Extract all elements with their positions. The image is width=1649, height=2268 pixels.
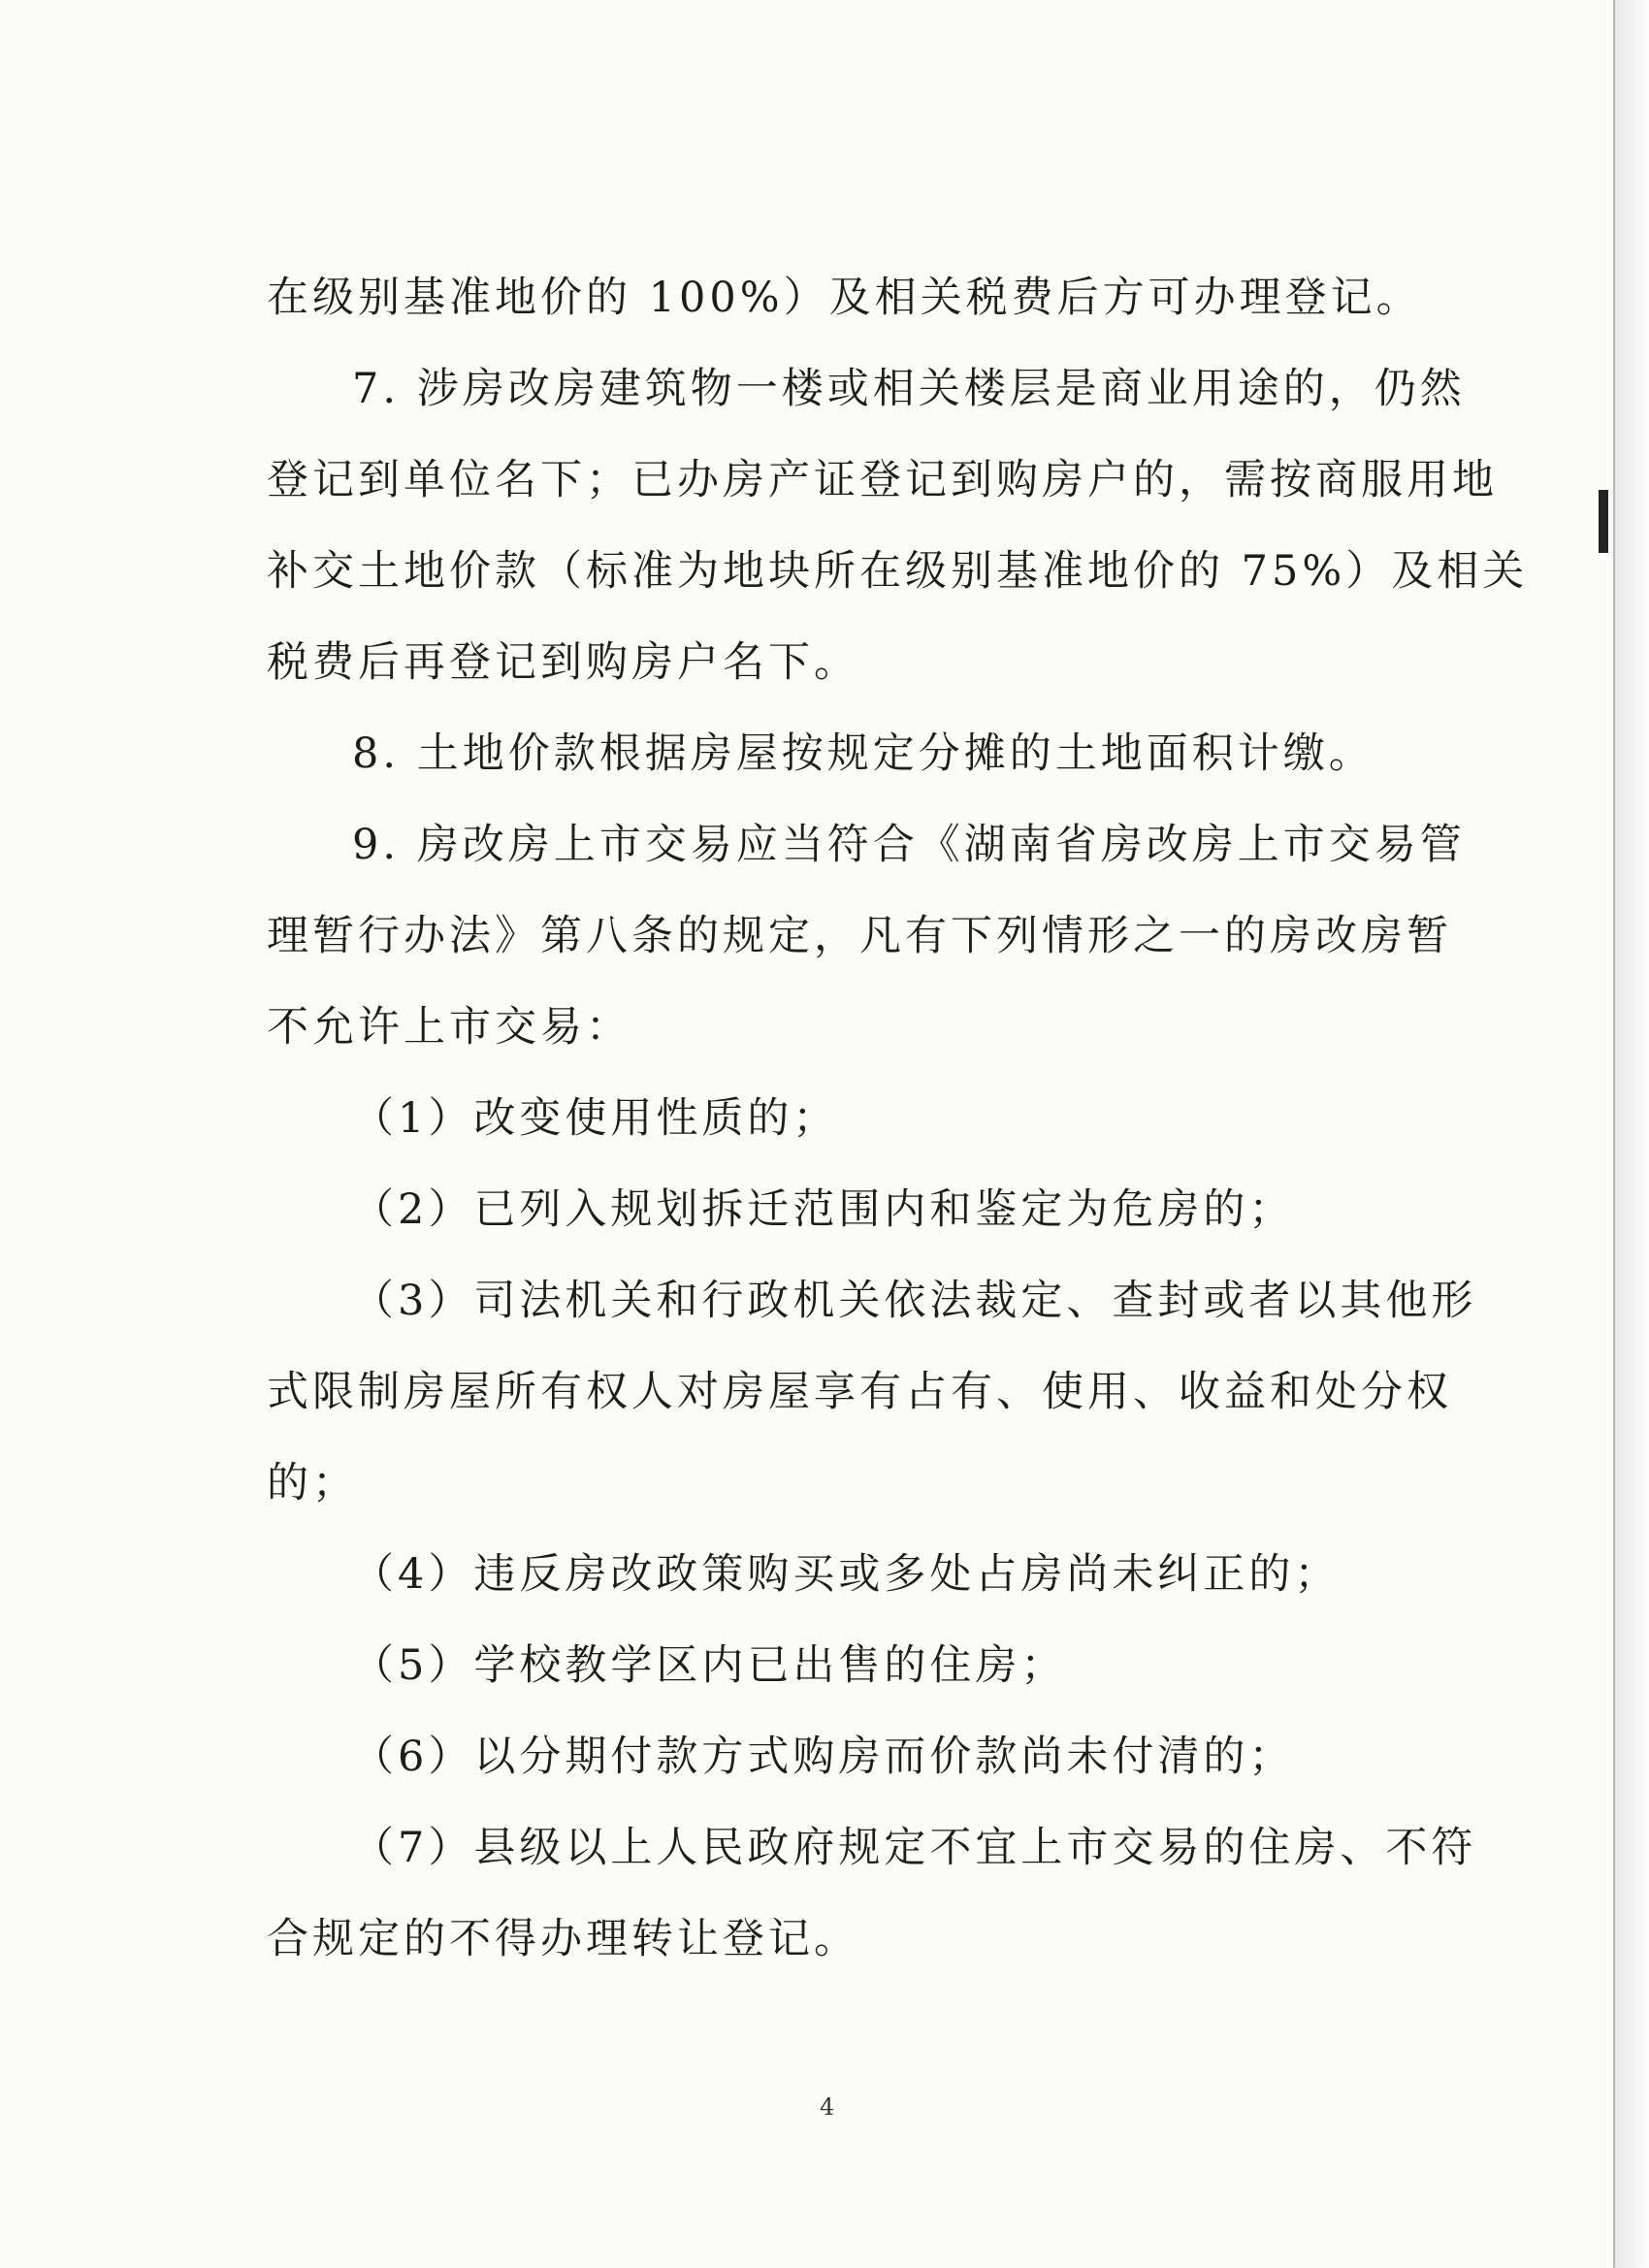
text-line: 理暂行办法》第八条的规定，凡有下列情形之一的房改房暂 (267, 912, 1452, 960)
text-line: 9. 房改房上市交易应当符合《湖南省房改房上市交易管 (352, 821, 1466, 869)
scan-edge (1615, 0, 1649, 2268)
text-line: 式限制房屋所有权人对房屋享有占有、使用、收益和处分权 (267, 1368, 1452, 1416)
list-item: （4）违反房改政策购买或多处占房尚未纠正的； (352, 1550, 1341, 1599)
text-line: 税费后再登记到购房户名下。 (267, 638, 859, 687)
text-line: 的； (267, 1459, 358, 1507)
list-item: （5）学校教学区内已出售的住房； (352, 1641, 1067, 1690)
text-line: 8. 土地价款根据房屋按规定分摊的土地面积计缴。 (352, 729, 1374, 778)
text-line: 在级别基准地价的 100%）及相关税费后方可办理登记。 (267, 274, 1422, 322)
document-body (267, 252, 1529, 1985)
text-line: 7. 涉房改房建筑物一楼或相关楼层是商业用途的，仍然 (352, 365, 1466, 413)
text-line: 登记到单位名下；已办房产证登记到购房户的，需按商服用地 (267, 456, 1498, 504)
text-line: 补交土地价款（标准为地块所在级别基准地价的 75%）及相关 (267, 547, 1529, 596)
list-item: （6）以分期付款方式购房而价款尚未付清的； (352, 1733, 1295, 1781)
page-number: 4 (820, 2093, 835, 2121)
list-item: （1）改变使用性质的； (352, 1094, 839, 1143)
list-item: （2）已列入规划拆迁范围内和鉴定为危房的； (352, 1185, 1295, 1234)
text-line: 合规定的不得办理转让登记。 (267, 1915, 859, 1963)
list-item: （7）县级以上人民政府规定不宜上市交易的住房、不符 (352, 1824, 1477, 1872)
text-line: 不允许上市交易： (267, 1003, 631, 1052)
scan-edge-mark (1599, 490, 1608, 553)
list-item: （3）司法机关和行政机关依法裁定、查封或者以其他形 (352, 1277, 1477, 1325)
